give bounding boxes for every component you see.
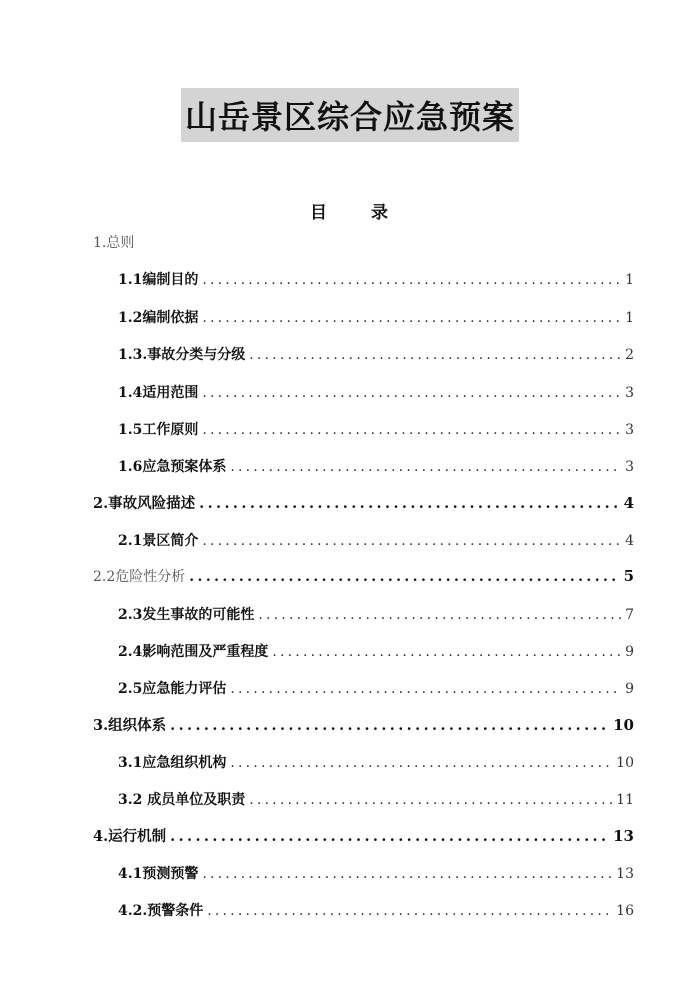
- dot-leader: [258, 607, 621, 623]
- toc-entry-1-3[interactable]: [118, 344, 634, 364]
- toc-entry-page: 1: [625, 310, 634, 326]
- toc-entry-label: 1.5工作原则: [118, 422, 199, 438]
- toc-entry-3-2[interactable]: [118, 789, 634, 809]
- toc-entry-label: 2.1景区简介: [118, 533, 199, 549]
- toc-entry-page: 2: [625, 347, 634, 363]
- toc-entry-4-1[interactable]: [118, 863, 634, 883]
- toc-entry-4-2[interactable]: [118, 900, 634, 920]
- toc-entry-page: 3: [625, 459, 634, 475]
- toc-entry-2-5[interactable]: [118, 678, 634, 698]
- toc-entry-1-1[interactable]: [118, 269, 634, 289]
- toc-entry-page: 10: [616, 755, 634, 771]
- dot-leader: [202, 385, 621, 401]
- toc-entry-2-1[interactable]: [118, 530, 634, 550]
- dot-leader: [202, 272, 621, 288]
- toc-entry-4[interactable]: [93, 825, 634, 846]
- toc-entry-page: 5: [623, 567, 634, 585]
- toc-entry-label: 1.6应急预案体系: [118, 459, 227, 475]
- dot-leader: [189, 569, 619, 585]
- toc-entry-page: 9: [625, 681, 634, 697]
- dot-leader: [249, 347, 621, 363]
- toc-entry-1-6[interactable]: [118, 456, 634, 476]
- dot-leader: [230, 681, 621, 697]
- dot-leader: [202, 310, 621, 326]
- toc-entry-page: 1: [625, 272, 634, 288]
- toc-entry-page: 13: [616, 866, 634, 882]
- toc-entry-label: 4.2.预警条件: [118, 903, 204, 919]
- toc-entry-label: 2.5应急能力评估: [118, 681, 227, 697]
- toc-entry-page: 11: [616, 792, 634, 808]
- toc-entry-label: 3.2 成员单位及职责: [118, 792, 246, 808]
- dot-leader: [202, 866, 612, 882]
- dot-leader: [170, 717, 609, 734]
- toc-entry-page: 13: [613, 827, 634, 845]
- dot-leader: [249, 792, 612, 808]
- toc-entry-label: 1.2编制依据: [118, 310, 199, 326]
- dot-leader: [202, 422, 621, 438]
- toc-heading: [0, 198, 700, 223]
- dot-leader: [272, 644, 621, 660]
- toc-entry-2[interactable]: [93, 492, 634, 513]
- toc-entry-3-1[interactable]: [118, 752, 634, 772]
- toc-entry-page: 3: [625, 422, 634, 438]
- toc-entry-1-2[interactable]: [118, 307, 634, 327]
- toc-entry-label: 1.3.事故分类与分级: [118, 347, 246, 363]
- toc-entry-label: 3.组织体系: [93, 717, 167, 734]
- toc-entry-2-3[interactable]: [118, 604, 634, 624]
- toc-entry-label: 2.4影响范围及严重程度: [118, 644, 269, 660]
- toc-entry-1-5[interactable]: [118, 419, 634, 439]
- toc-entry-1-4[interactable]: [118, 382, 634, 402]
- toc-entry-1[interactable]: [93, 232, 134, 252]
- toc-entry-page: 7: [625, 607, 634, 623]
- toc-entry-label: 2.3发生事故的可能性: [118, 607, 255, 623]
- dot-leader: [199, 495, 619, 512]
- toc-entry-3[interactable]: [93, 714, 634, 735]
- toc-entry-page: 9: [625, 644, 634, 660]
- toc-entry-page: 4: [625, 533, 634, 549]
- toc-entry-page: 10: [613, 716, 634, 734]
- toc-entry-label: 4.运行机制: [93, 828, 167, 845]
- toc-entry-label: 2.2危险性分析: [93, 569, 186, 585]
- toc-entry-label: 4.1预测预警: [118, 866, 199, 882]
- document-title: 山岳景区综合应急预案: [181, 88, 519, 142]
- toc-entry-2-2[interactable]: [93, 566, 634, 586]
- toc-entry-label: 1.总则: [93, 235, 135, 251]
- dot-leader: [170, 828, 609, 845]
- toc-entry-label: 3.1应急组织机构: [118, 755, 227, 771]
- toc-entry-page: 4: [623, 494, 634, 512]
- dot-leader: [207, 903, 612, 919]
- toc-heading-left: 目: [310, 203, 329, 223]
- toc-entry-label: 1.1编制目的: [118, 272, 199, 288]
- title-container: [0, 88, 700, 142]
- dot-leader: [230, 755, 612, 771]
- toc-entry-label: 2.事故风险描述: [93, 495, 196, 512]
- toc-heading-right: 录: [371, 203, 390, 223]
- toc-entry-2-4[interactable]: [118, 641, 634, 661]
- toc-entry-page: 3: [625, 385, 634, 401]
- dot-leader: [202, 533, 621, 549]
- dot-leader: [230, 459, 621, 475]
- toc-entry-label: 1.4适用范围: [118, 385, 199, 401]
- toc-entry-page: 16: [616, 903, 634, 919]
